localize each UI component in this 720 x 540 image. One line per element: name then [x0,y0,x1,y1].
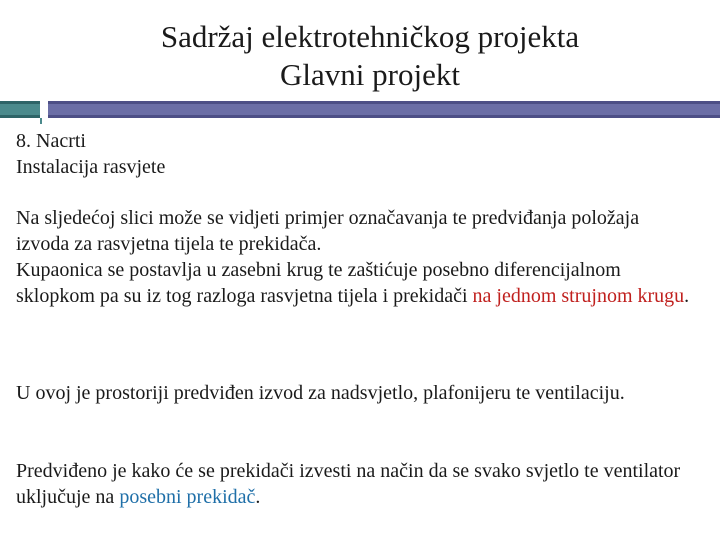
slide-title [0,18,720,94]
paragraph-3-end: . [255,486,261,508]
decorative-bar-teal-border [0,101,40,118]
decorative-bar-purple-border [48,101,720,118]
highlight-blue-text: posebni prekidač [119,486,256,508]
paragraph-1-sentence1: Na sljedećoj slici može se vidjeti primjer označavanja te predviđanja položaja izvoda za rasvjetna tijela te prekidača. [16,207,640,255]
decorative-divider [40,118,42,124]
slide-title-line2: Glavni projekt [280,57,460,92]
section-heading [16,128,696,180]
paragraph-3-sentence [16,458,696,510]
paragraph-1-text: Kupaonica se postavlja u zasebni krug te zaštićuje posebno diferencijalnom sklopkom pa su iz tog razloga rasvjetna tijela i prekidači [16,259,621,307]
heading-line2: Instalacija rasvjete [16,156,166,178]
paragraph-1-sentence2 [16,257,696,309]
heading-line1: 8. Nacrti [16,130,86,152]
paragraph-3-text: Predviđeno je kako će se prekidači izvesti na način da se svako svjetlo te ventilator uključuje na [16,460,681,508]
paragraph-2 [16,380,696,406]
paragraph-3 [16,458,696,510]
highlight-red-text: na jednom strujnom krugu [472,285,685,307]
paragraph-1-end: . [684,285,690,307]
paragraph-1 [16,205,696,309]
slide-title-line1: Sadržaj elektrotehničkog projekta [160,19,580,54]
paragraph-2-text: U ovoj je prostoriji predviđen izvod za nadsvjetlo, plafonijeru te ventilaciju. [16,382,625,404]
